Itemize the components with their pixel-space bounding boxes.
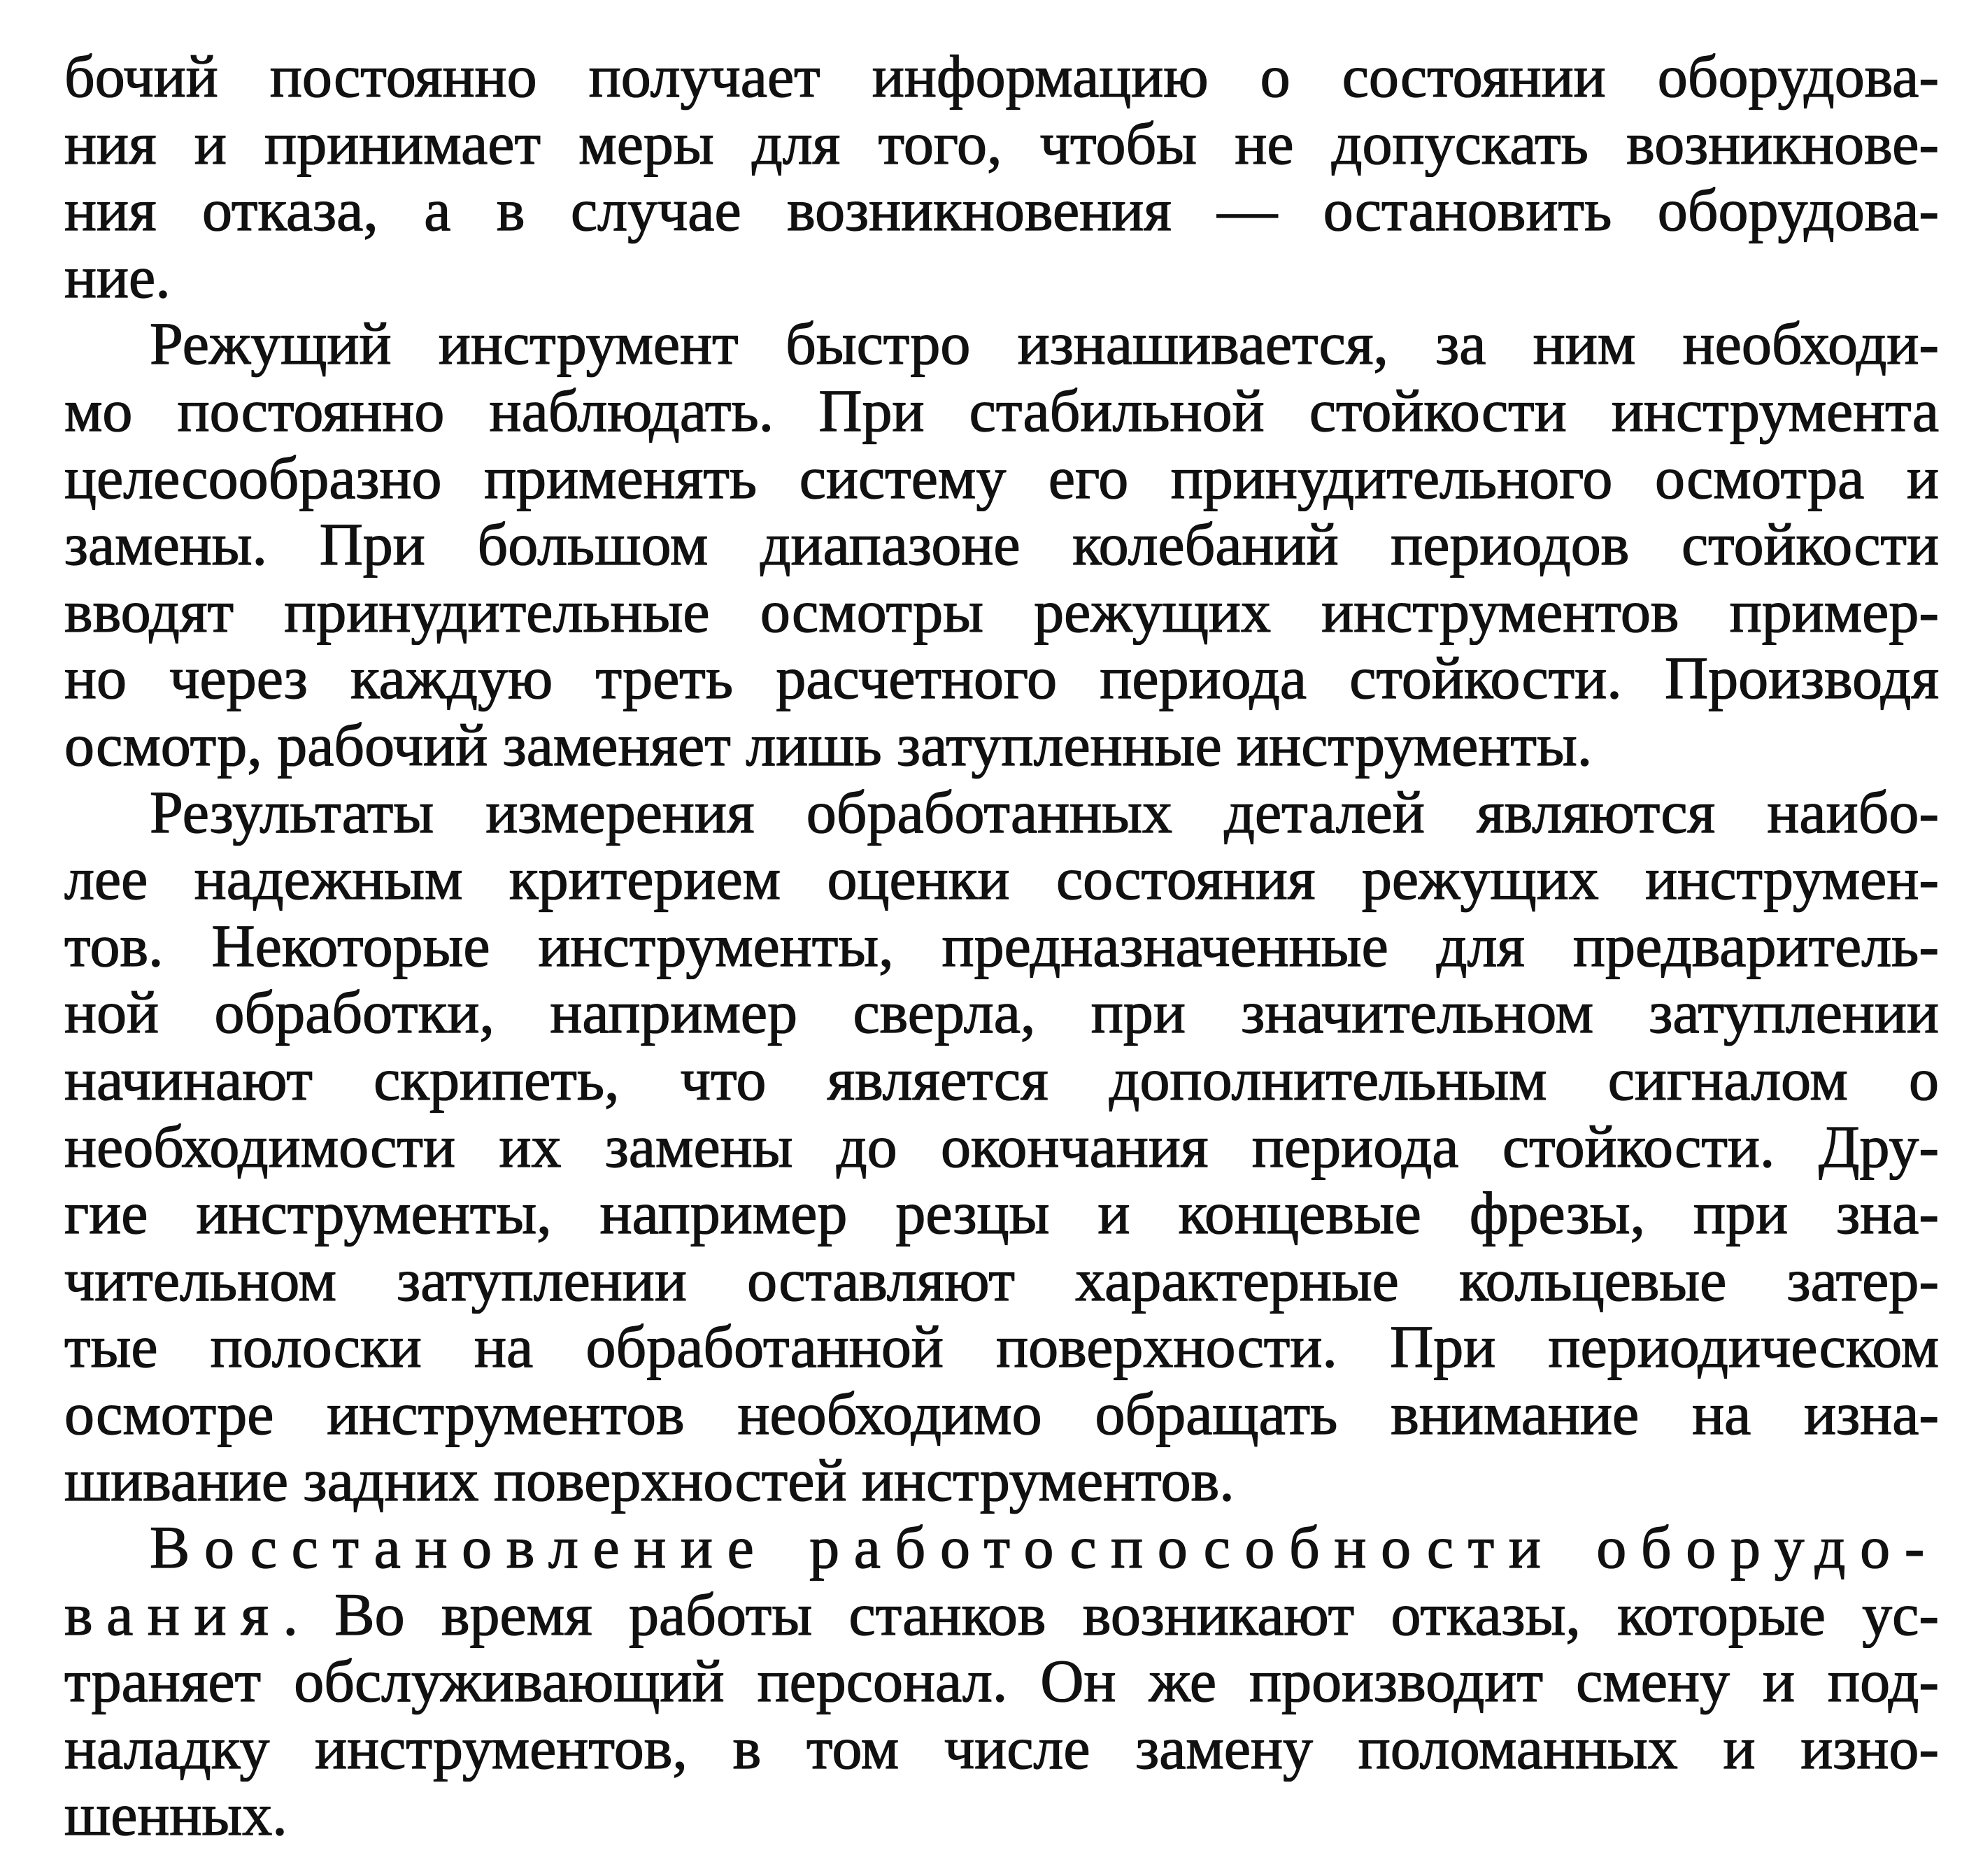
text-line: шивание задних поверхностей инструментов.: [64, 1447, 1235, 1514]
text-line: целесообразно применять систему его принудительного осмотра и: [64, 444, 1939, 511]
section-heading-end: вания: [64, 1581, 283, 1648]
paragraph-cutting-tool: [64, 311, 1939, 779]
text-line: замены. При большом диапазоне колебаний периодов стойкости: [64, 511, 1939, 578]
text-line: ния и принимает меры для того, чтобы не допускать возникнове-: [64, 110, 1939, 177]
text-line: бочий постоянно получает информацию о состоянии оборудова-: [64, 43, 1939, 110]
text-line: чительном затуплении оставляют характерные кольцевые затер-: [64, 1246, 1939, 1314]
text-line: Режущий инструмент быстро изнашивается, за ним необходи-: [150, 311, 1939, 378]
text-line: траняет обслуживающий персонал. Он же производит смену и под-: [64, 1648, 1939, 1715]
text-line: но через каждую треть расчетного периода стойкости. Производя: [64, 645, 1939, 712]
text-line: гие инструменты, например резцы и концевые фрезы, при зна-: [64, 1180, 1939, 1247]
text-line: осмотр, рабочий заменяет лишь затупленные инструменты.: [64, 711, 1593, 779]
text-line: необходимости их замены до окончания периода стойкости. Дру-: [64, 1113, 1939, 1180]
paragraph-measurement-results: [64, 779, 1939, 1515]
text-line: наладку инструментов, в том числе замену поломанных и изно-: [64, 1714, 1939, 1782]
text-line: осмотре инструментов необходимо обращать внимание на изна-: [64, 1380, 1939, 1447]
text-line: вводят принудительные осмотры режущих инструментов пример-: [64, 578, 1939, 645]
text-line: ния отказа, а в случае возникновения — остановить оборудова-: [64, 177, 1939, 244]
text-line: начинают скрипеть, что является дополнительным сигналом о: [64, 1046, 1939, 1113]
text-line: лее надежным критерием оценки состояния режущих инструмен-: [64, 846, 1939, 913]
text-line: ной обработки, например сверла, при значительном затуплении: [64, 979, 1939, 1046]
text-line: тые полоски на обработанной поверхности. При периодическом: [64, 1314, 1939, 1381]
body-text: [64, 43, 1939, 1849]
text-line: ние.: [64, 243, 171, 311]
text-line: тов. Некоторые инструменты, предназначенные для предваритель-: [64, 912, 1939, 979]
text-line: шенных.: [64, 1782, 287, 1849]
text-line-with-heading-end: [64, 1582, 1939, 1649]
text-line: мо постоянно наблюдать. При стабильной стойкости инструмента: [64, 377, 1939, 444]
paragraph-continuation: [64, 43, 1939, 311]
text-line-rest: . Во время работы станков возникают отказы, которые ус-: [283, 1581, 1939, 1648]
paragraph-restoration-section: [64, 1514, 1939, 1849]
section-heading-line: Восстановление работоспособности оборудо-: [150, 1514, 1939, 1582]
text-line: Результаты измерения обработанных деталей являются наибо-: [150, 779, 1939, 846]
